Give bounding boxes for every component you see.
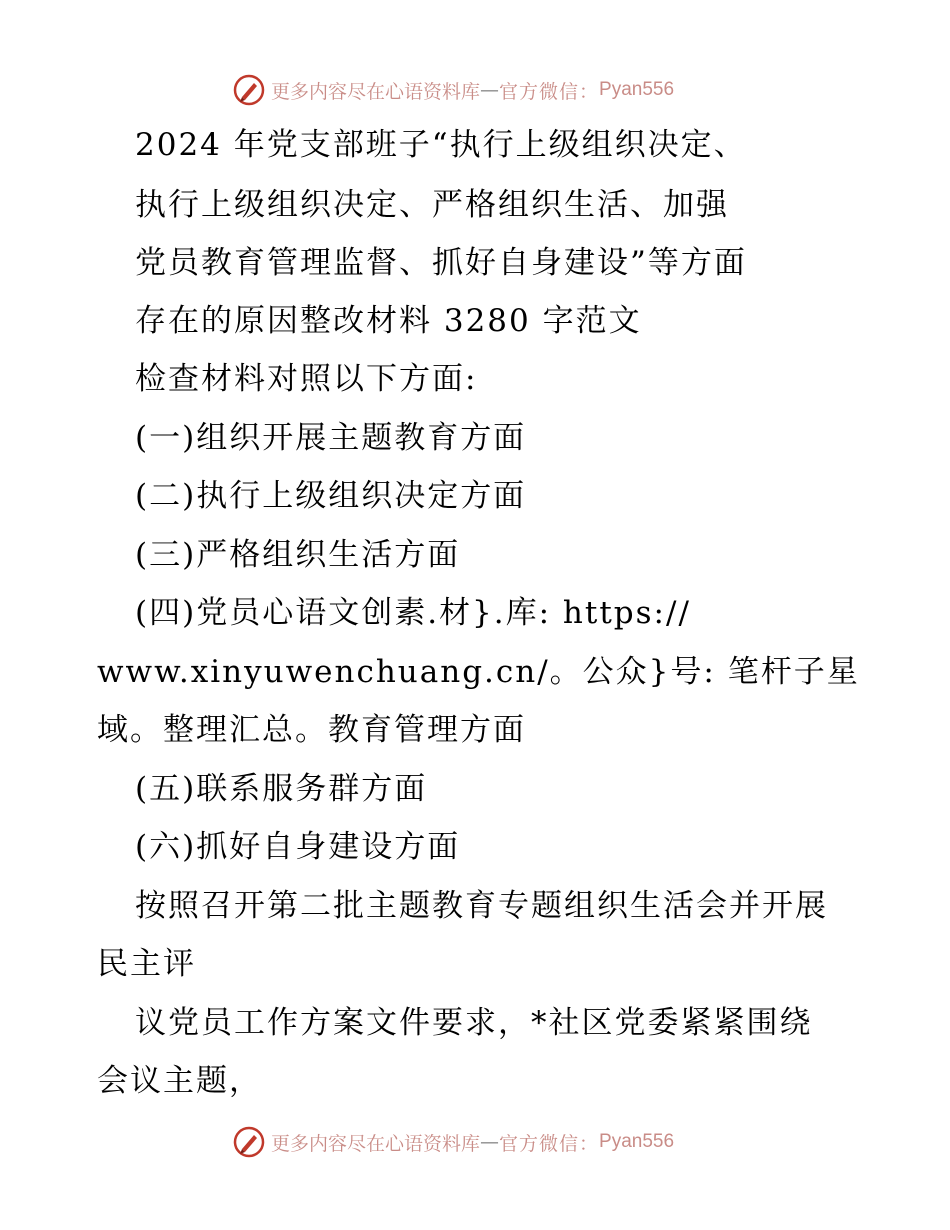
list-item: (四)党员心语文创素.材}.库: https:// — [135, 595, 691, 631]
paragraph-line: 会议主题， — [97, 1063, 262, 1099]
list-item-continuation: 域。整理汇总。教育管理方面 — [97, 712, 526, 748]
paragraph-line: 民主评 — [97, 946, 196, 982]
title-line: 存在的原因整改材料 3280 字范文 — [135, 303, 642, 339]
list-item: (二)执行上级组织决定方面 — [135, 478, 527, 514]
title-line: 党员教育管理监督、抓好自身建设”等方面 — [135, 245, 747, 281]
watermark-main-text: 更多内容尽在心语资料库 — [271, 80, 481, 103]
watermark-dash: — — [480, 1131, 500, 1153]
watermark-sub-text: 官方微信： — [499, 1132, 600, 1155]
watermark-wechat-id: Pyan556 — [599, 1131, 675, 1152]
watermark-wechat-id: Pyan556 — [599, 79, 675, 100]
paragraph-line: 议党员工作方案文件要求，*社区党委紧紧围绕 — [135, 1005, 813, 1041]
title-line: 2024 年党支部班子“执行上级组织决定、 — [135, 127, 747, 163]
watermark-main-text: 更多内容尽在心语资料库 — [271, 1132, 481, 1155]
list-item-continuation: www.xinyuwenchuang.cn/。公众}号: 笔杆子星 — [97, 654, 860, 690]
pen-logo-icon — [233, 1126, 265, 1158]
intro-text: 检查材料对照以下方面: — [135, 361, 478, 397]
list-item: (一)组织开展主题教育方面 — [135, 420, 527, 456]
watermark-banner-top — [233, 72, 674, 108]
watermark-sub-text: 官方微信： — [499, 80, 600, 103]
pen-logo-icon — [233, 74, 265, 106]
watermark-banner-bottom — [233, 1124, 674, 1160]
list-item: (六)抓好自身建设方面 — [135, 829, 461, 865]
list-item: (五)联系服务群方面 — [135, 771, 428, 807]
watermark-dash: — — [480, 79, 500, 101]
list-item: (三)严格组织生活方面 — [135, 537, 461, 573]
paragraph-line: 按照召开第二批主题教育专题组织生活会并开展 — [135, 888, 828, 924]
title-line: 执行上级组织决定、严格组织生活、加强 — [135, 187, 729, 223]
